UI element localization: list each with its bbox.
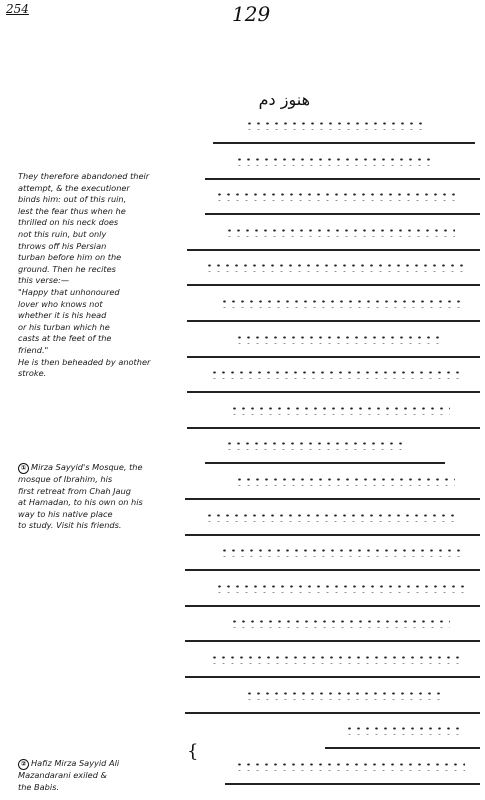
brace-mark: {: [187, 741, 199, 762]
text-line: [205, 225, 480, 251]
note-line: ① Mirza Sayyid's Mosque, the: [18, 462, 170, 474]
note-line: whether it is his head: [18, 310, 107, 321]
text-line: [205, 510, 480, 536]
text-line: [205, 723, 480, 749]
text-line: [205, 189, 480, 215]
note-line: this verse:—: [18, 275, 70, 286]
footnote-marker: ①: [18, 463, 29, 474]
note-line: ② Hafiz Mirza Sayyid Ali: [18, 758, 173, 770]
note-line: throws off his Persian: [18, 240, 107, 251]
note-line: casts at the feet of the: [18, 333, 112, 344]
text-line: [205, 154, 480, 180]
text-line: [205, 438, 480, 464]
text-line: [205, 403, 480, 429]
margin-note-a: [18, 171, 176, 380]
text-line: [205, 118, 480, 144]
note-line: ground. Then he recites: [18, 263, 116, 274]
note-line: binds him: out of this ruin,: [18, 194, 127, 205]
page-number: 129: [232, 2, 271, 26]
note-line: way to his native place: [18, 508, 113, 519]
text-line: [205, 260, 480, 286]
note-line: first retreat from Chah Jaug: [18, 485, 131, 496]
note-line: the Babis.: [18, 781, 60, 792]
section-heading: [214, 90, 314, 112]
note-line: or his turban which he: [18, 321, 110, 332]
note-line: "Happy that unhonoured: [18, 286, 120, 297]
footnote-marker: ②: [18, 759, 29, 770]
note-line: at Hamadan, to his own on his: [18, 497, 143, 508]
note-line: lest the fear thus when he: [18, 205, 126, 216]
persian-main-text: [205, 118, 480, 794]
text-line: [205, 581, 480, 607]
note-line: friend.": [18, 344, 49, 355]
note-line: attempt, & the executioner: [18, 182, 130, 193]
note-line: turban before him on the: [18, 252, 122, 263]
note-line: mosque of Ibrahim, his: [18, 474, 113, 484]
heading-script: هنوز دم: [258, 90, 310, 109]
margin-note-c: [18, 758, 173, 793]
text-line: [205, 688, 480, 714]
text-line: [205, 616, 480, 642]
text-line: [205, 296, 480, 322]
text-line: [205, 474, 480, 500]
note-line: stroke.: [18, 368, 47, 379]
note-line: not this ruin, but only: [18, 228, 107, 239]
note-line: lover who knows not: [18, 298, 103, 309]
note-line: Mazandarani exiled &: [18, 770, 107, 780]
note-line: to study. Visit his friends.: [18, 520, 122, 531]
text-line: [205, 652, 480, 678]
note-line: thrilled on his neck does: [18, 217, 119, 228]
text-line: [205, 759, 480, 785]
note-line: He is then beheaded by another: [18, 356, 151, 367]
text-line: [205, 367, 480, 393]
note-line: They therefore abandoned their: [18, 171, 150, 181]
margin-note-b: [18, 462, 170, 532]
text-line: [205, 332, 480, 358]
text-line: [205, 545, 480, 571]
corner-page-number: 254: [6, 2, 29, 16]
